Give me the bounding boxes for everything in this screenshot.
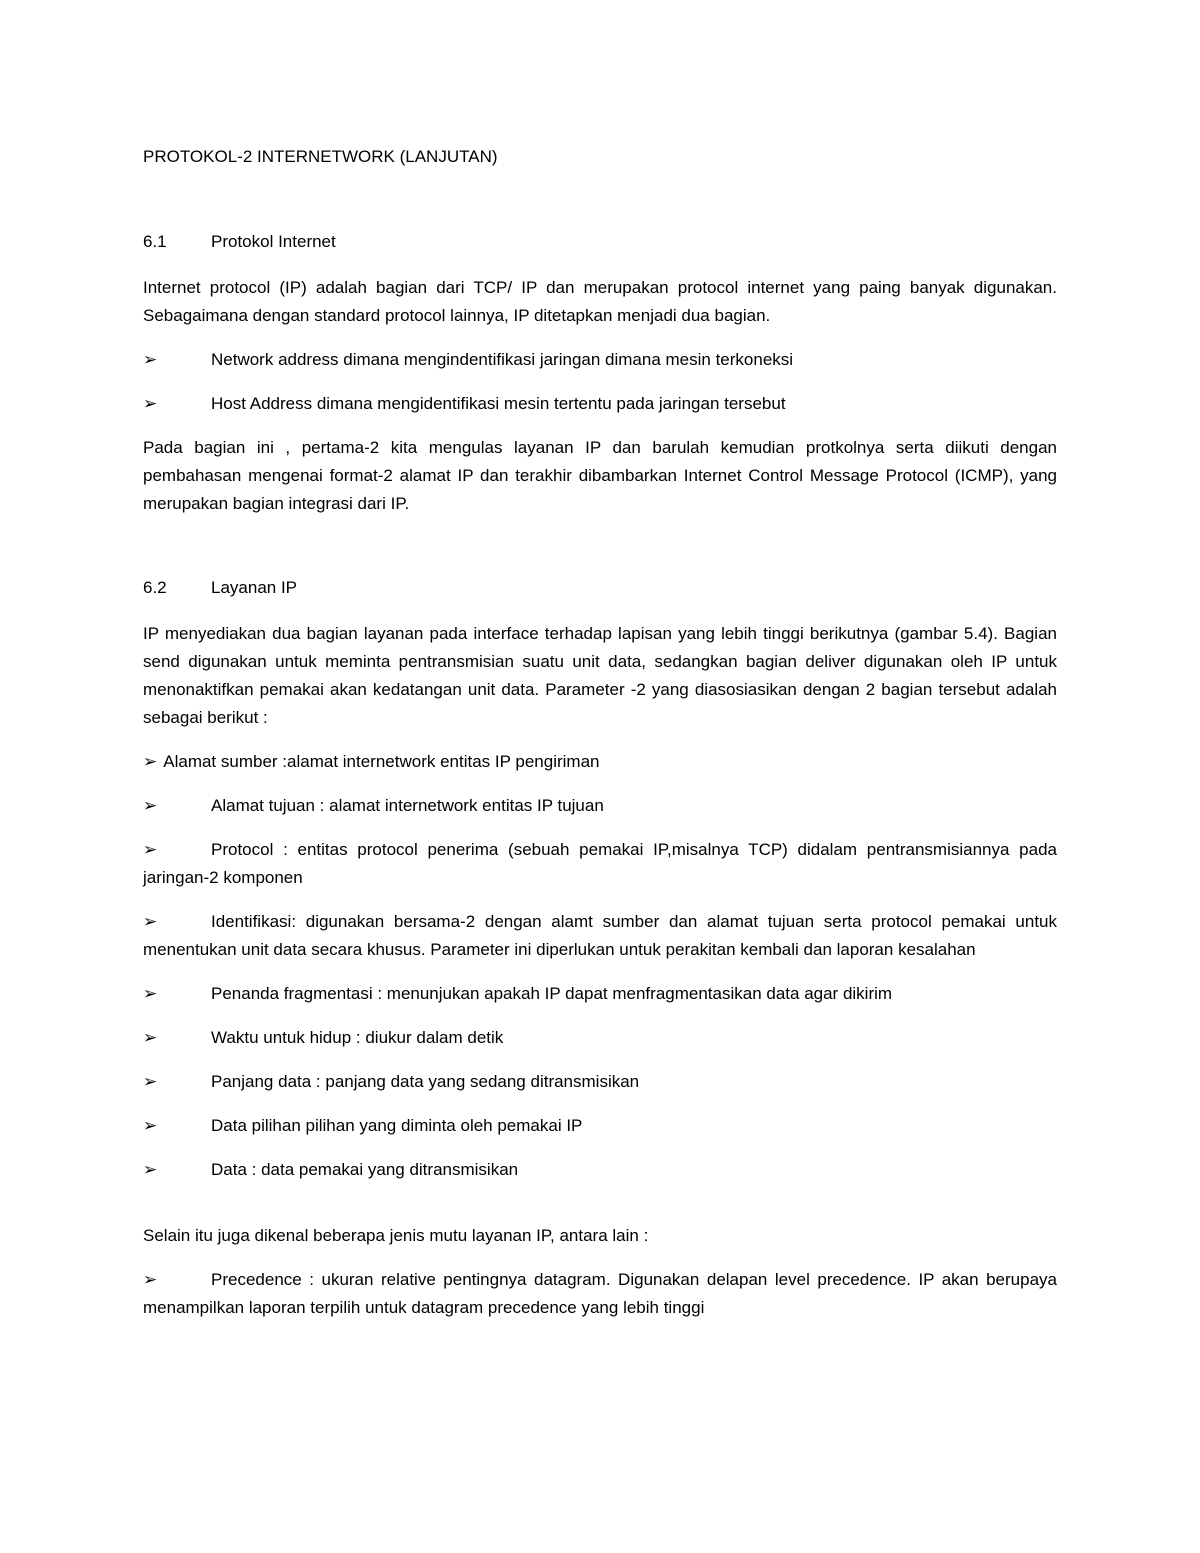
list-item <box>143 1024 1057 1052</box>
list-item <box>143 390 1057 418</box>
section-title: Layanan IP <box>211 578 298 597</box>
list-item-text: Waktu untuk hidup : diukur dalam detik <box>211 1028 504 1047</box>
section-heading-6-1 <box>143 228 1057 256</box>
list-item-text: Host Address dimana mengidentifikasi mesin tertentu pada jaringan tersebut <box>211 394 786 413</box>
arrow-bullet-icon: ➢ <box>143 1160 158 1179</box>
list-item <box>143 1266 1057 1322</box>
arrow-bullet-icon: ➢ <box>143 984 158 1003</box>
arrow-bullet-icon: ➢ <box>143 1270 158 1289</box>
paragraph-ip-services: IP menyediakan dua bagian layanan pada interface terhadap lapisan yang lebih tinggi berikutnya (gambar 5.4). Bagian send digunakan untuk meminta pentransmisian suatu unit data, sedangkan bagian deliver digunakan oleh IP untuk menonaktifkan pemakai akan kedatangan unit data. Parameter -2 yang diasosiasikan dengan 2 bagian tersebut adalah sebagai berikut : <box>143 624 1057 727</box>
arrow-bullet-icon: ➢ <box>143 912 158 931</box>
arrow-bullet-icon: ➢ <box>143 752 158 771</box>
list-item <box>143 748 1057 776</box>
list-item-text: Alamat sumber :alamat internetwork entitas IP pengiriman <box>163 752 600 771</box>
list-item-text: Protocol : entitas protocol penerima (sebuah pemakai IP,misalnya TCP) didalam pentransmisiannya pada jaringan-2 komponen <box>143 840 1057 887</box>
paragraph-ip-intro: Internet protocol (IP) adalah bagian dari TCP/ IP dan merupakan protocol internet yang paing banyak digunakan. Sebagaimana dengan standard protocol lainnya, IP ditetapkan menjadi dua bagian. <box>143 278 1057 325</box>
list-item <box>143 908 1057 964</box>
list-item <box>143 1112 1057 1140</box>
list-item-text: Network address dimana mengindentifikasi jaringan dimana mesin terkoneksi <box>211 350 794 369</box>
section-heading-6-2 <box>143 574 1057 602</box>
paragraph-section-overview: Pada bagian ini , pertama-2 kita mengulas layanan IP dan barulah kemudian protkolnya serta diikuti dengan pembahasan mengenai format-2 alamat IP dan terakhir dibambarkan Internet Control Message Protocol (ICMP), yang merupakan bagian integrasi dari IP. <box>143 438 1057 513</box>
list-item-text: Panjang data : panjang data yang sedang ditransmisikan <box>211 1072 640 1091</box>
list-item <box>143 1156 1057 1184</box>
section-title: Protokol Internet <box>211 232 336 251</box>
list-item-text: Identifikasi: digunakan bersama-2 dengan alamt sumber dan alamat tujuan serta protocol pemakai untuk menentukan unit data secara khusus. Parameter ini diperlukan untuk perakitan kembali dan laporan kesalahan <box>143 912 1057 959</box>
list-item-text: Precedence : ukuran relative pentingnya datagram. Digunakan delapan level precedence. IP akan berupaya menampilkan laporan terpilih untuk datagram precedence yang lebih tinggi <box>143 1270 1057 1317</box>
document-body <box>143 143 1057 1338</box>
arrow-bullet-icon: ➢ <box>143 1028 158 1047</box>
paragraph-quality-intro: Selain itu juga dikenal beberapa jenis mutu layanan IP, antara lain : <box>143 1226 649 1245</box>
list-item-text: Penanda fragmentasi : menunjukan apakah IP dapat menfragmentasikan data agar dikirim <box>211 984 893 1003</box>
arrow-bullet-icon: ➢ <box>143 796 158 815</box>
list-item-text: Data : data pemakai yang ditransmisikan <box>211 1160 519 1179</box>
arrow-bullet-icon: ➢ <box>143 394 158 413</box>
document-title: PROTOKOL-2 INTERNETWORK (LANJUTAN) <box>143 147 498 166</box>
list-item-text: Data pilihan pilihan yang diminta oleh pemakai IP <box>211 1116 583 1135</box>
list-item <box>143 980 1057 1008</box>
arrow-bullet-icon: ➢ <box>143 1072 158 1091</box>
list-item-text: Alamat tujuan : alamat internetwork entitas IP tujuan <box>211 796 604 815</box>
arrow-bullet-icon: ➢ <box>143 1116 158 1135</box>
section-number: 6.2 <box>143 578 167 597</box>
arrow-bullet-icon: ➢ <box>143 840 158 859</box>
list-item <box>143 836 1057 892</box>
list-item <box>143 346 1057 374</box>
list-item <box>143 792 1057 820</box>
list-item <box>143 1068 1057 1096</box>
arrow-bullet-icon: ➢ <box>143 350 158 369</box>
section-number: 6.1 <box>143 232 167 251</box>
